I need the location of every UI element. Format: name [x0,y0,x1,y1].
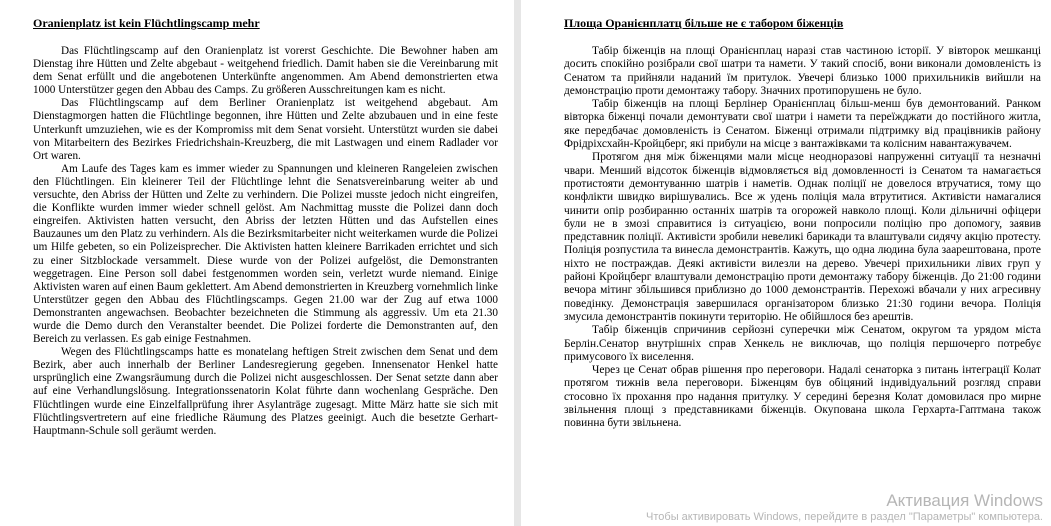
paragraph-german-1: Das Flüchtlingscamp auf den Oranienplatz ist vorerst Geschichte. Die Bewohner haben am Dienstag ihre Hütten und Zelte abgebaut - weitgehend friedlich. Damit haben sie die Vereinbarung mit dem Senat erfüllt und die angebotenen Unterkünfte angenommen. Am Abend demonstrierten etwa 1000 Unterstützer gegen den Abbau des Camps. Zu größeren Ausschreitungen kam es nicht. [33,45,498,97]
watermark-subtitle: Чтобы активировать Windows, перейдите в раздел "Параметры" компьютера. [646,511,1043,523]
document-page-right [521,0,1051,526]
paragraph-ukrainian-1: Табір біженців на площі Оранієнплац наразі став частиною історії. У вівторок мешканці досить спокійно розібрали свої шатри та намети. У такий спосіб, вони виконали домовленість із Сенатом та прийняли наданий їм притулок. Увечері близько 1000 прихильників вийшли на демонстрацію проти демонтажу табору. Значних протипорушень не було. [564,45,1041,97]
paragraph-ukrainian-4: Табір біженців спричинив серйозні суперечки між Сенатом, округом та урядом міста Берлін.Сенатор внутрішніх справ Хенкель не виключав, що поліція першочерго потребує примусового їх виселення. [564,324,1041,363]
paragraph-german-2: Das Flüchtlingscamp auf dem Berliner Oranienplatz ist weitgehend abgebaut. Am Dienstagmorgen hatten die Flüchtlinge begonnen, ihre Hütten und Zelte abzubauen und in eine feste Unterkunft umzuziehen, wie es der Kompromiss mit dem Senat vorsieht. Unterstützt wurden sie dabei von Mitarbeitern des Bezirkes Friedrichshain-Kreuzberg, die mit Lastwagen und einem Radlader vor Ort waren. [33,97,498,162]
paragraph-ukrainian-3: Протягом дня між біженцями мали місце неодноразові напруженні ситуації та незначні чвари. Менший відсоток біженців відмовляється від домовленності із Сенатом та намагається протистояти демонтуванню шатрів і наметів. Однак поліції не довелося втручатися, тому що конфлікти швидко вирішувались. Все ж удень поліція мала втрутитися. Активісти намагалися чинити опір розбиранню останніх шатрів та огорожей навколо площі. Коли дільничні офіцери були не в змозі справитися із ситуацією, вони попросили поліцію про допомогу, заявив представник поліції. Активісти зробили невеликі барикади та влаштували сидячу акцію протесту. Поліція розпустила та винесла демонстрантів. Кажуть, що одна людина була заарештована, проте ніхто не постраждав. Деякі активісти вилезли на дерево. Увечері прихильники лівих груп у районі Кройцберг влаштували демонстрацію проти демонтажу табору біженців. До 21:00 години вечора мітинг збільшився приблизно до 1000 демонстрантів. Перехожі вбачали у них агресивну поведінку. Демонстрація завершилася організатором близько 21:30 години вечора. Поліція змусила демонстрантів покинути територію. Не обійшлося без арештів. [564,151,1041,323]
article-title-german: Oranienplatz ist kein Flüchtlingscamp mehr [33,16,260,30]
watermark-title: Активация Windows [886,491,1043,510]
paragraph-german-3: Am Laufe des Tages kam es immer wieder zu Spannungen und kleineren Rangeleien zwischen den Flüchtlingen. Ein kleinerer Teil der Flüchtlinge lehnt die Senatsvereinbarung weiter ab und versuchte, den Abriss der Hütten und Zelte zu verhindern. Die Polizei musste jedoch nicht eingreifen, die Konflikte wurden immer wieder schnell gelöst. Am Nachmittag musste die Polizei dann doch eingreifen. Aktivisten hatten versucht, den Abriss der letzten Hütten und das Aufstellen eines Bauzaunes um den Platz zu verhindern. Als die Bezirksmitarbeiter nicht weiterkamen wurde die Polizei um Hilfe gebeten, so ein Polizeisprecher. Die Aktivisten hatten kleinere Barrikaden errichtet und sich zu einer Sitzblockade versammelt. Diese wurde von der Polizei aufgelöst, die Demonstranten weggetragen. Eine Person soll dabei festgenommen worden sein, verletzt wurde niemand. Einige Aktivisten waren auf einen Baum geklettert. Am Abend demonstrierten in Kreuzberg vornehmlich linke Unterstützer gegen den Abbau des Flüchtlingscamps. Gegen 21.00 war der Zug auf etwa 1000 Demonstranten angewachsen. Beobachter bezeichneten die Stimmung als aggressiv. Um eta 21.30 wurde die Demo durch den Veranstalter beendet. Die Polizei forderte die Demonstranten auf, den Bereich zu verlassen. Es gab einige Festnahmen. [33,162,498,346]
paragraph-ukrainian-2: Табір біженців на площі Берлінер Оранієнплац більш-менш був демонтований. Ранком вівторка біженці почали демонтувати свої шатри і намети та переїжджати до постійного житла, яке передбачає домовленість із Сенатом. Біженці отримали підтримку від працівників району Фрідріхсхайн-Кройцберг, які прибули на місце з вантажівками та колісним навантажувачем. [564,98,1041,151]
paragraph-ukrainian-5: Через це Сенат обрав рішення про переговори. Надалі сенаторка з питань інтеграції Колат протягом тижнів вела переговори. Біженцям був обіцяний індивідуальний розгляд справи стосовно їх прохання про надання притулку. У середині березня Колат домовилася про мирне звільнення площі з представниками біженців. Окупована школа Герхарта-Гаптмана також повинна бути звільнена. [564,364,1041,430]
paragraph-german-4: Wegen des Flüchtlingscamps hatte es monatelang heftigen Streit zwischen dem Senat und dem Bezirk, aber auch innerhalb der Berliner Landesregierung gegeben. Innensenator Henkel hatte ursprünglich eine Zwangsräumung durch die Polizei nicht ausgeschlossen. Der Senat setzte dann aber auf eine Verhandlungslösung. Integrationssenatorin Kolat führte dann wochenlang Gespräche. Den Flüchtlingen wurde eine Einzelfallprüfung ihrer Asylanträge zugesagt. Mitte März hatte sie sich mit Flüchtlingsvertretern auf eine friedliche Räumung des Platzes geeinigt. Auch die besetzte Gerhart-Hauptmann-Schule soll geräumt werden. [33,346,498,437]
article-title-ukrainian: Площа Оранієнплатц більше не є табором біженців [564,16,844,30]
document-page-left [0,0,514,526]
